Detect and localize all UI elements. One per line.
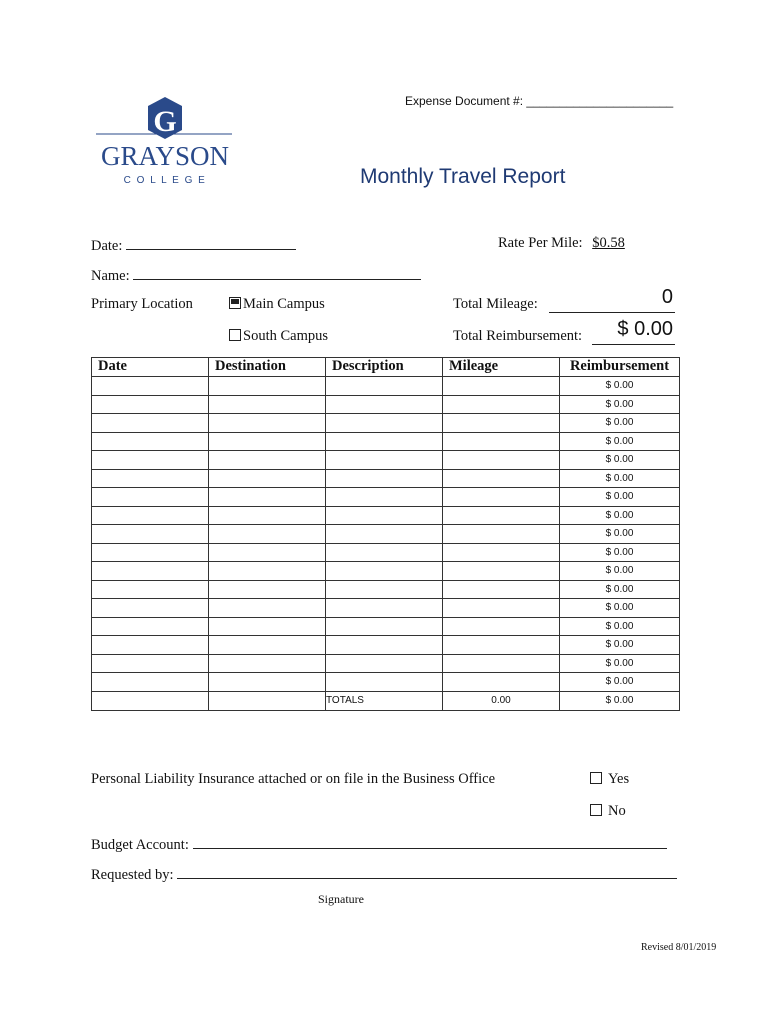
reimbursement-cell: $ 0.00 — [560, 395, 680, 414]
mileage-cell[interactable] — [443, 580, 560, 599]
south-campus-option[interactable] — [229, 328, 328, 345]
reimbursement-cell: $ 0.00 — [560, 599, 680, 618]
date-cell[interactable] — [92, 673, 209, 692]
description-cell[interactable] — [326, 599, 443, 618]
name-field[interactable] — [91, 265, 421, 285]
reimbursement-cell: $ 0.00 — [560, 525, 680, 544]
description-cell[interactable] — [326, 469, 443, 488]
table-row — [92, 395, 680, 414]
destination-cell[interactable] — [209, 432, 326, 451]
destination-cell[interactable] — [209, 562, 326, 581]
logo-subtitle: C O L L E G E — [123, 175, 207, 186]
description-cell[interactable] — [326, 414, 443, 433]
totals-mileage: 0.00 — [443, 691, 560, 710]
table-row — [92, 525, 680, 544]
total-mileage-value: 0 — [661, 286, 673, 308]
total-mileage-field[interactable] — [549, 286, 675, 313]
grayson-college-logo — [92, 95, 238, 187]
requested-by-field[interactable] — [91, 864, 677, 884]
mileage-cell[interactable] — [443, 451, 560, 470]
revised-date: Revised 8/01/2019 — [641, 942, 717, 953]
description-cell[interactable] — [326, 673, 443, 692]
description-cell[interactable] — [326, 395, 443, 414]
destination-cell[interactable] — [209, 654, 326, 673]
date-cell[interactable] — [92, 432, 209, 451]
date-cell[interactable] — [92, 377, 209, 396]
date-cell[interactable] — [92, 654, 209, 673]
reimbursement-cell: $ 0.00 — [560, 580, 680, 599]
table-row — [92, 599, 680, 618]
mileage-cell[interactable] — [443, 525, 560, 544]
mileage-cell[interactable] — [443, 469, 560, 488]
column-header-destination: Destination — [209, 358, 326, 377]
signature-label: Signature — [318, 892, 364, 906]
date-cell[interactable] — [92, 617, 209, 636]
mileage-cell[interactable] — [443, 617, 560, 636]
destination-cell[interactable] — [209, 488, 326, 507]
mileage-cell[interactable] — [443, 636, 560, 655]
date-cell[interactable] — [92, 414, 209, 433]
description-cell[interactable] — [326, 506, 443, 525]
mileage-cell[interactable] — [443, 377, 560, 396]
date-cell[interactable] — [92, 506, 209, 525]
destination-cell[interactable] — [209, 395, 326, 414]
requested-by-label: Requested by: — [91, 867, 174, 883]
totals-reimbursement: $ 0.00 — [560, 691, 680, 710]
budget-account-field[interactable] — [91, 834, 667, 854]
requested-by-input[interactable] — [177, 864, 677, 879]
rate-per-mile — [498, 235, 625, 252]
mileage-cell[interactable] — [443, 395, 560, 414]
mileage-cell[interactable] — [443, 599, 560, 618]
destination-cell[interactable] — [209, 673, 326, 692]
reimbursement-cell: $ 0.00 — [560, 654, 680, 673]
date-cell[interactable] — [92, 525, 209, 544]
description-cell[interactable] — [326, 488, 443, 507]
date-cell[interactable] — [92, 580, 209, 599]
reimbursement-cell: $ 0.00 — [560, 469, 680, 488]
mileage-cell[interactable] — [443, 488, 560, 507]
date-cell[interactable] — [92, 395, 209, 414]
table-row — [92, 673, 680, 692]
page-title: Monthly Travel Report — [360, 165, 566, 188]
column-header-reimbursement: Reimbursement — [560, 358, 680, 377]
travel-report-table — [91, 357, 680, 711]
name-input[interactable] — [133, 265, 421, 280]
insurance-yes-label: Yes — [608, 771, 630, 787]
table-row — [92, 506, 680, 525]
destination-cell[interactable] — [209, 599, 326, 618]
table-row — [92, 543, 680, 562]
date-label: Date: — [91, 238, 123, 254]
budget-account-label: Budget Account: — [91, 837, 189, 853]
description-cell[interactable] — [326, 617, 443, 636]
description-cell[interactable] — [326, 562, 443, 581]
destination-cell[interactable] — [209, 377, 326, 396]
primary-location-label: Primary Location — [91, 296, 193, 312]
insurance-yes-checkbox[interactable] — [590, 772, 602, 784]
reimbursement-cell: $ 0.00 — [560, 562, 680, 581]
south-campus-checkbox[interactable] — [229, 329, 241, 341]
insurance-label: Personal Liability Insurance attached or on file in the Business Office — [91, 771, 496, 787]
description-cell[interactable] — [326, 543, 443, 562]
destination-cell[interactable] — [209, 414, 326, 433]
total-reimbursement-field[interactable] — [592, 318, 675, 345]
mileage-cell[interactable] — [443, 414, 560, 433]
insurance-no-checkbox[interactable] — [590, 804, 602, 816]
main-campus-label: Main Campus — [243, 296, 325, 312]
table-row — [92, 580, 680, 599]
mileage-cell[interactable] — [443, 432, 560, 451]
description-cell[interactable] — [326, 636, 443, 655]
reimbursement-cell: $ 0.00 — [560, 377, 680, 396]
table-row — [92, 636, 680, 655]
date-cell[interactable] — [92, 562, 209, 581]
mileage-cell[interactable] — [443, 654, 560, 673]
total-reimbursement-label: Total Reimbursement: — [453, 328, 583, 344]
budget-account-input[interactable] — [193, 834, 667, 849]
mileage-cell[interactable] — [443, 506, 560, 525]
mileage-cell[interactable] — [443, 562, 560, 581]
destination-cell[interactable] — [209, 525, 326, 544]
destination-cell[interactable] — [209, 636, 326, 655]
main-campus-checkbox[interactable] — [229, 297, 241, 309]
destination-cell[interactable] — [209, 451, 326, 470]
table-row — [92, 488, 680, 507]
description-cell[interactable] — [326, 451, 443, 470]
table-row — [92, 432, 680, 451]
date-cell[interactable] — [92, 451, 209, 470]
south-campus-label: South Campus — [243, 328, 328, 344]
date-cell[interactable] — [92, 599, 209, 618]
logo-shield-icon — [92, 95, 238, 187]
totals-empty-cell — [92, 691, 209, 710]
expense-document-number[interactable]: Expense Document #: ______________________ — [405, 94, 674, 108]
rate-label: Rate Per Mile: — [498, 235, 583, 251]
reimbursement-cell: $ 0.00 — [560, 636, 680, 655]
total-mileage-label: Total Mileage: — [453, 296, 538, 312]
description-cell[interactable] — [326, 654, 443, 673]
totals-row — [92, 691, 680, 710]
reimbursement-cell: $ 0.00 — [560, 432, 680, 451]
table-header-row — [92, 358, 680, 377]
reimbursement-cell: $ 0.00 — [560, 488, 680, 507]
column-header-description: Description — [326, 358, 443, 377]
name-label: Name: — [91, 268, 130, 284]
logo-name: GRAYSON — [100, 141, 230, 171]
destination-cell[interactable] — [209, 617, 326, 636]
description-cell[interactable] — [326, 377, 443, 396]
totals-empty-cell — [209, 691, 326, 710]
table-row — [92, 377, 680, 396]
insurance-no-label: No — [608, 803, 626, 819]
date-cell[interactable] — [92, 488, 209, 507]
totals-label: TOTALS — [326, 691, 443, 710]
main-campus-option[interactable] — [229, 296, 325, 313]
reimbursement-cell: $ 0.00 — [560, 506, 680, 525]
rate-value: $0.58 — [592, 235, 625, 251]
logo-initial: G — [153, 105, 177, 138]
table-row — [92, 451, 680, 470]
description-cell[interactable] — [326, 525, 443, 544]
date-cell[interactable] — [92, 469, 209, 488]
table-row — [92, 414, 680, 433]
description-cell[interactable] — [326, 432, 443, 451]
insurance-yes-option[interactable] — [590, 771, 629, 788]
mileage-cell[interactable] — [443, 543, 560, 562]
destination-cell[interactable] — [209, 580, 326, 599]
column-header-date: Date — [92, 358, 209, 377]
reimbursement-cell: $ 0.00 — [560, 543, 680, 562]
table-row — [92, 654, 680, 673]
insurance-no-option[interactable] — [590, 803, 626, 820]
reimbursement-cell: $ 0.00 — [560, 451, 680, 470]
destination-cell[interactable] — [209, 469, 326, 488]
date-field[interactable] — [91, 235, 296, 255]
destination-cell[interactable] — [209, 506, 326, 525]
reimbursement-cell: $ 0.00 — [560, 617, 680, 636]
description-cell[interactable] — [326, 580, 443, 599]
total-reimbursement-value: $ 0.00 — [617, 318, 673, 340]
mileage-cell[interactable] — [443, 673, 560, 692]
table-row — [92, 469, 680, 488]
reimbursement-cell: $ 0.00 — [560, 673, 680, 692]
table-row — [92, 617, 680, 636]
date-cell[interactable] — [92, 636, 209, 655]
date-input[interactable] — [126, 235, 296, 250]
date-cell[interactable] — [92, 543, 209, 562]
reimbursement-cell: $ 0.00 — [560, 414, 680, 433]
table-row — [92, 562, 680, 581]
destination-cell[interactable] — [209, 543, 326, 562]
column-header-mileage: Mileage — [443, 358, 560, 377]
